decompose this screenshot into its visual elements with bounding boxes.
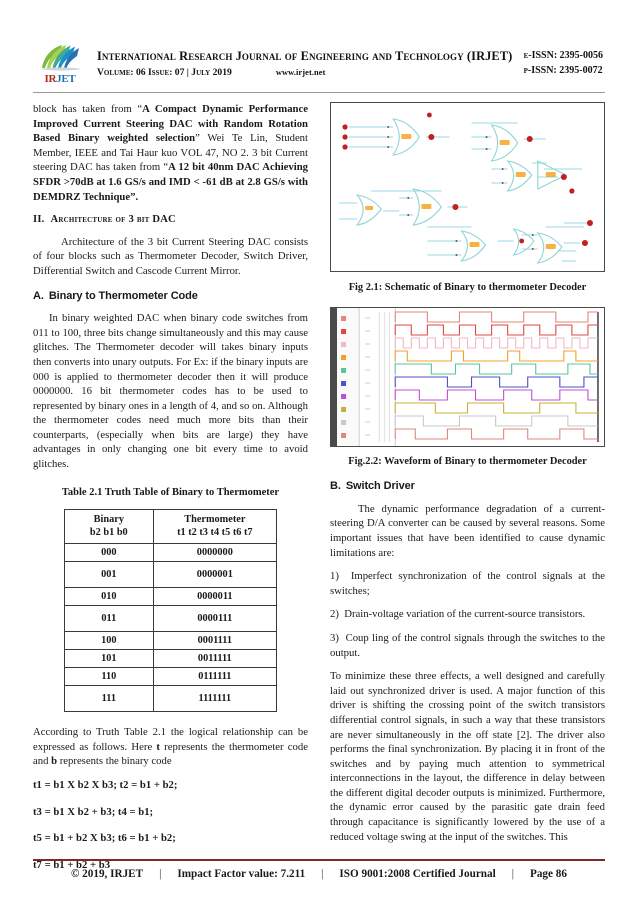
p-issn: p-ISSN: 2395-0072 <box>523 65 603 76</box>
right-column <box>330 102 606 843</box>
list-item-number: 3) <box>330 631 339 644</box>
relationship-post: represents the binary code <box>57 755 172 768</box>
cell-binary: 111 <box>65 686 154 712</box>
list-item <box>330 607 605 622</box>
table-header-row <box>65 510 277 544</box>
body-columns <box>33 102 606 871</box>
cell-thermometer: 1111111 <box>153 686 276 712</box>
table-row <box>65 588 277 606</box>
section-number: II. <box>33 214 45 226</box>
equation-1: t1 = b1 X b2 X b3; t2 = b1 + b2; <box>33 779 178 792</box>
intro-paragraph <box>33 102 308 204</box>
footer-separator: | <box>511 868 514 880</box>
cell-binary: 011 <box>65 606 154 632</box>
footer-page-number: Page 86 <box>529 868 567 880</box>
schematic-image <box>330 102 605 272</box>
table-row <box>65 632 277 650</box>
page-footer <box>33 859 605 880</box>
cell-binary: 001 <box>65 562 154 588</box>
cell-thermometer: 0000111 <box>153 606 276 632</box>
list-item <box>330 631 605 660</box>
journal-website-link[interactable]: www.irjet.net <box>275 67 326 77</box>
table-header-binary-line1: Binary <box>93 514 124 526</box>
cell-binary: 110 <box>65 668 154 686</box>
list-item-text: Coup ling of the control signals through the switches to the output. <box>330 631 606 659</box>
equation-4: t7 = b1 + b2 + b3 <box>33 858 111 871</box>
figure-2-2 <box>330 307 605 470</box>
cell-thermometer: 0000000 <box>153 544 276 562</box>
table-row <box>65 668 277 686</box>
cell-binary: 100 <box>65 632 154 650</box>
cell-binary: 101 <box>65 650 154 668</box>
section-heading-architecture <box>33 213 308 228</box>
e-issn: e-ISSN: 2395-0056 <box>523 50 603 61</box>
figure-2-2-caption: Fig.2.2: Waveform of Binary to thermometer Decoder <box>348 455 587 467</box>
schematic-svg <box>331 103 604 271</box>
table-header-thermometer <box>153 510 276 544</box>
equation-3: t5 = b1 + b2 X b3; t6 = b1 + b2; <box>33 832 176 845</box>
volume-issue-text: Volume: 06 Issue: 07 | July 2019 <box>97 66 232 78</box>
footer-separator: | <box>321 868 324 880</box>
table-row <box>65 686 277 712</box>
table-row <box>65 562 277 588</box>
equation-2: t3 = b1 X b2 + b3; t4 = b1; <box>33 805 154 818</box>
list-item-number: 1) <box>330 570 339 583</box>
leaf-fan-icon <box>39 41 81 71</box>
footer-line <box>33 868 605 880</box>
cell-binary: 010 <box>65 588 154 606</box>
footer-impact-factor: Impact Factor value: 7.211 <box>177 868 306 880</box>
list-item <box>330 569 605 598</box>
intro-mid: ” Wei Te Lin, Student Member, IEEE and Tai Haur kuo VOL 47, NO 2. 3 bit Current steering DAC has taken from “ <box>33 132 308 174</box>
table-caption: Table 2.1 Truth Table of Binary to Thermometer <box>61 486 280 498</box>
intro-bold-title-2: A 12 bit 40nm DAC Achieving SFDR >70dB at 1.6 GS/s and IMD < -61 dB at 2.8 GS/s with DEMDRZ Technique”. <box>33 161 309 203</box>
cell-thermometer: 0001111 <box>153 632 276 650</box>
logo-ir-text: IR <box>44 73 57 85</box>
subsection-a-label: A. <box>33 289 44 302</box>
issn-block <box>514 48 605 78</box>
subsection-a-heading <box>33 289 308 304</box>
table-header-thermometer-line1: Thermometer <box>184 514 246 526</box>
subsection-b-heading <box>330 479 605 494</box>
table-row <box>65 544 277 562</box>
waveform-svg <box>331 308 604 446</box>
driver-paragraph: The dynamic performance degradation of a current-steering D/A converter can be caused by several reasons. Some important issues that have been identified to cause dynamic limitations are: <box>330 502 605 559</box>
table-header-binary <box>65 510 154 544</box>
footer-copyright: © 2019, IRJET <box>71 868 144 880</box>
subsection-b-label: B. <box>330 480 341 493</box>
header-divider <box>33 92 605 93</box>
left-column <box>33 102 309 871</box>
footer-separator: | <box>159 868 162 880</box>
figure-2-1-caption: Fig 2.1: Schematic of Binary to thermometer Decoder <box>348 282 587 293</box>
logo-jet-text: JET <box>56 73 76 85</box>
relationship-t: t <box>156 740 160 753</box>
list-item-text: Drain-voltage variation of the current-source transistors. <box>344 608 586 621</box>
relationship-mid: represents the thermometer code and <box>33 740 308 768</box>
subsection-b-title: Switch Driver <box>345 480 415 493</box>
masthead-text <box>93 49 514 78</box>
intro-bold-title-1: A Compact Dynamic Performance Improved Current Steering DAC with Random Rotation Based Binary weighted selection <box>33 103 308 145</box>
table-row <box>65 606 277 632</box>
logo-wordmark <box>35 73 85 85</box>
table-header-thermometer-line2: t1 t2 t3 t4 t5 t6 t7 <box>177 527 253 539</box>
page-header <box>33 0 605 86</box>
irjet-logo <box>33 41 87 85</box>
cell-thermometer: 0111111 <box>153 668 276 686</box>
footer-divider <box>33 859 605 861</box>
cell-thermometer: 0011111 <box>153 650 276 668</box>
architecture-paragraph: Architecture of the 3 bit Current Steering DAC consists of four blocks such as Thermometer Decoder, Switch Driver, Differential Switch and Cascode Current Mirror. <box>33 235 308 277</box>
volume-line <box>97 67 514 78</box>
list-item-text: Imperfect synchronization of the control signals at the switches; <box>330 570 605 597</box>
binary-paragraph: In binary weighted DAC when binary code switches from 011 to 100, three bits change simultaneously and this may cause glitches. The Thermometer decoder will takes binary inputs then converts into unary outputs. For Ex: if the binary inputs are 000 is applied to thermometer decoder then it will produce 0000000. 16 bit thermometer codes has to be used to represented by binary ones in a length of 4, and so on. Although the thermometer codes need much more bits than their counterparts, (especially when bits are large) they have advantages in only changing one bit every time to avoid glitches. <box>33 312 308 471</box>
footer-certification: ISO 9001:2008 Certified Journal <box>339 868 496 880</box>
waveform-image <box>330 307 605 447</box>
relationship-pre: According to Truth Table 2.1 the logical relationship can be expressed as follows. Here <box>33 726 308 753</box>
section-title: Architecture of 3 bit DAC <box>50 214 176 226</box>
figure-2-1 <box>330 102 605 296</box>
list-item-number: 2) <box>330 608 339 621</box>
cell-thermometer: 0000011 <box>153 588 276 606</box>
truth-table <box>64 509 277 712</box>
table-header-binary-line2: b2 b1 b0 <box>89 527 128 539</box>
table-row <box>65 650 277 668</box>
relationship-b: b <box>51 755 58 768</box>
cell-thermometer: 0000001 <box>153 562 276 588</box>
intro-pre: block has taken from “ <box>33 103 143 115</box>
cell-binary: 000 <box>65 544 154 562</box>
journal-title: International Research Journal of Engineering and Technology (IRJET) <box>97 48 513 63</box>
minimize-paragraph: To minimize these three effects, a well designed and carefully laid out synchronized driver is used. A major function of this driver is shifting the crossing point of the switch transistors differential control signals, in such a way that these transistors are never simultaneously in the off state [2]. The driver also performs the final synchronization. By placing it in front of the switches and by paying much attention to symmetrical interconnections in the layout, the difference in delay between the different digital decoder outputs is minimized. Furthermore, the dynamic error caused by the parasitic gate drain feed through capacitance is significantly lowered by the use of a reduced voltage swing at the input of the switches. This <box>330 670 605 843</box>
relationship-paragraph <box>33 725 308 769</box>
subsection-a-title: Binary to Thermometer Code <box>48 289 198 302</box>
